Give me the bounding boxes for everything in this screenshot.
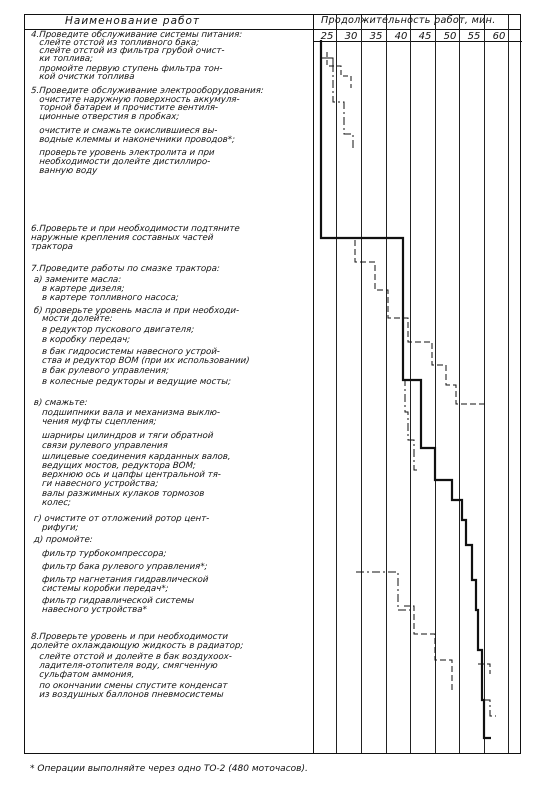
work-line: ционные отверстия в пробках;	[30, 112, 180, 122]
work-line: по окончании смены спустите конденсат	[30, 681, 228, 691]
work-line: сульфатом аммония,	[30, 670, 135, 680]
duration-column-header: Продолжительность работ, мин.	[321, 15, 496, 26]
work-line: водные клеммы и наконечники проводов*;	[30, 135, 236, 145]
work-line: мости долейте:	[30, 314, 113, 324]
work-line: 7.Проведите работы по смазке трактора:	[30, 264, 221, 274]
minute-tick-50: 50	[443, 31, 457, 42]
work-line: шлицевые соединения карданных валов,	[30, 452, 231, 462]
work-line: в коробку передач;	[30, 335, 131, 345]
work-line: в колесные редукторы и ведущие мосты;	[30, 377, 232, 387]
work-line: 8.Проверьте уровень и при необходимости	[30, 632, 229, 642]
work-line: подшипники вала и механизма выклю-	[30, 408, 221, 418]
work-line: фильтр гидравлической системы	[30, 596, 195, 606]
work-line: очистите наружную поверхность аккумуля-	[30, 95, 240, 105]
work-line: шарниры цилиндров и тяги обратной	[30, 431, 214, 441]
gantt-centrifuge	[356, 572, 410, 610]
work-line: долейте охлаждающую жидкость в радиатор;	[30, 641, 244, 651]
work-line: 6.Проверьте и при необходимости подтяните	[30, 224, 241, 234]
work-line: ладителя-отопителя воду, смягченную	[30, 661, 219, 671]
work-line: кой очистки топлива	[30, 72, 135, 82]
minute-tick-45: 45	[418, 31, 432, 42]
work-line: торной батареи и прочистите вентиля-	[30, 103, 219, 113]
work-line: чения муфты сцепления;	[30, 417, 157, 427]
minute-tick-25: 25	[320, 31, 334, 42]
work-line: из воздушных баллонов пневмосистемы	[30, 690, 224, 700]
work-line: промойте первую ступень фильтра тон-	[30, 64, 223, 74]
gantt-step-8	[478, 664, 490, 674]
work-line: 5.Проведите обслуживание электрооборудования:	[30, 86, 265, 96]
work-line: наружные крепления составных частей	[30, 233, 214, 243]
work-line: 4.Проведите обслуживание системы питания:	[30, 30, 243, 40]
work-line: в бак гидросистемы навесного устрой-	[30, 347, 221, 357]
work-line: в бак рулевого управления;	[30, 366, 170, 376]
work-line: ванную воду	[30, 166, 98, 176]
work-line: слейте отстой из топливного бака;	[30, 38, 200, 48]
work-line: фильтр нагнетания гидравлической	[30, 575, 209, 585]
work-line: навесного устройства*	[30, 605, 148, 615]
work-line: слейте отстой из фильтра грубой очист-	[30, 46, 225, 56]
work-line: г) очистите от отложений ротор цент-	[30, 514, 210, 524]
work-line: б) проверьте уровень масла и при необходи-	[30, 306, 240, 316]
gantt-filters	[404, 606, 452, 690]
work-line: д) промойте:	[30, 535, 94, 545]
footnote: * Операции выполняйте через одно ТО-2 (480 моточасов).	[30, 764, 308, 774]
work-line: фильтр турбокомпрессора;	[30, 549, 167, 559]
works-column-header: Наименование работ	[65, 15, 201, 27]
work-line: фильтр бака рулевого управления*;	[30, 562, 208, 572]
gantt-step-4-b	[327, 52, 351, 88]
work-line: рифуги;	[30, 523, 79, 533]
minute-tick-60: 60	[492, 31, 506, 42]
work-line: ства и редуктор ВОМ (при их использовании)	[30, 356, 250, 366]
minute-tick-40: 40	[394, 31, 408, 42]
work-line: в редуктор пускового двигателя;	[30, 325, 195, 335]
work-line: ведущих мостов, редуктора ВОМ;	[30, 461, 197, 471]
gantt-main-path	[321, 40, 491, 738]
work-line: ги навесного устройства;	[30, 479, 159, 489]
minute-tick-30: 30	[344, 31, 358, 42]
minute-tick-55: 55	[467, 31, 481, 42]
work-line: колес;	[30, 498, 72, 508]
work-line: проверьте уровень электролита и при	[30, 148, 215, 158]
work-line: связи рулевого управления	[30, 441, 168, 451]
work-line: необходимости долейте дистиллиро-	[30, 157, 211, 167]
work-line: в) смажьте:	[30, 398, 88, 408]
work-line: очистите и смажьте окислившиеся вы-	[30, 126, 218, 136]
work-line: трактора	[30, 242, 74, 252]
gantt-step-8-b	[484, 700, 496, 716]
gantt-dashdot-path	[403, 380, 420, 470]
work-line: верхнюю ось и цапфы центральной тя-	[30, 470, 222, 480]
work-line: системы коробки передач*;	[30, 584, 169, 594]
work-line: в картере дизеля;	[30, 284, 125, 294]
work-line: в картере топливного насоса;	[30, 293, 179, 303]
minute-tick-35: 35	[369, 31, 383, 42]
work-line: а) замените масла:	[30, 275, 122, 285]
work-line: слейте отстой и долейте в бак воздухоох-	[30, 652, 233, 662]
work-line: валы разжимных кулаков тормозов	[30, 489, 205, 499]
gantt-step-5	[333, 64, 353, 148]
work-line: ки топлива;	[30, 54, 94, 64]
